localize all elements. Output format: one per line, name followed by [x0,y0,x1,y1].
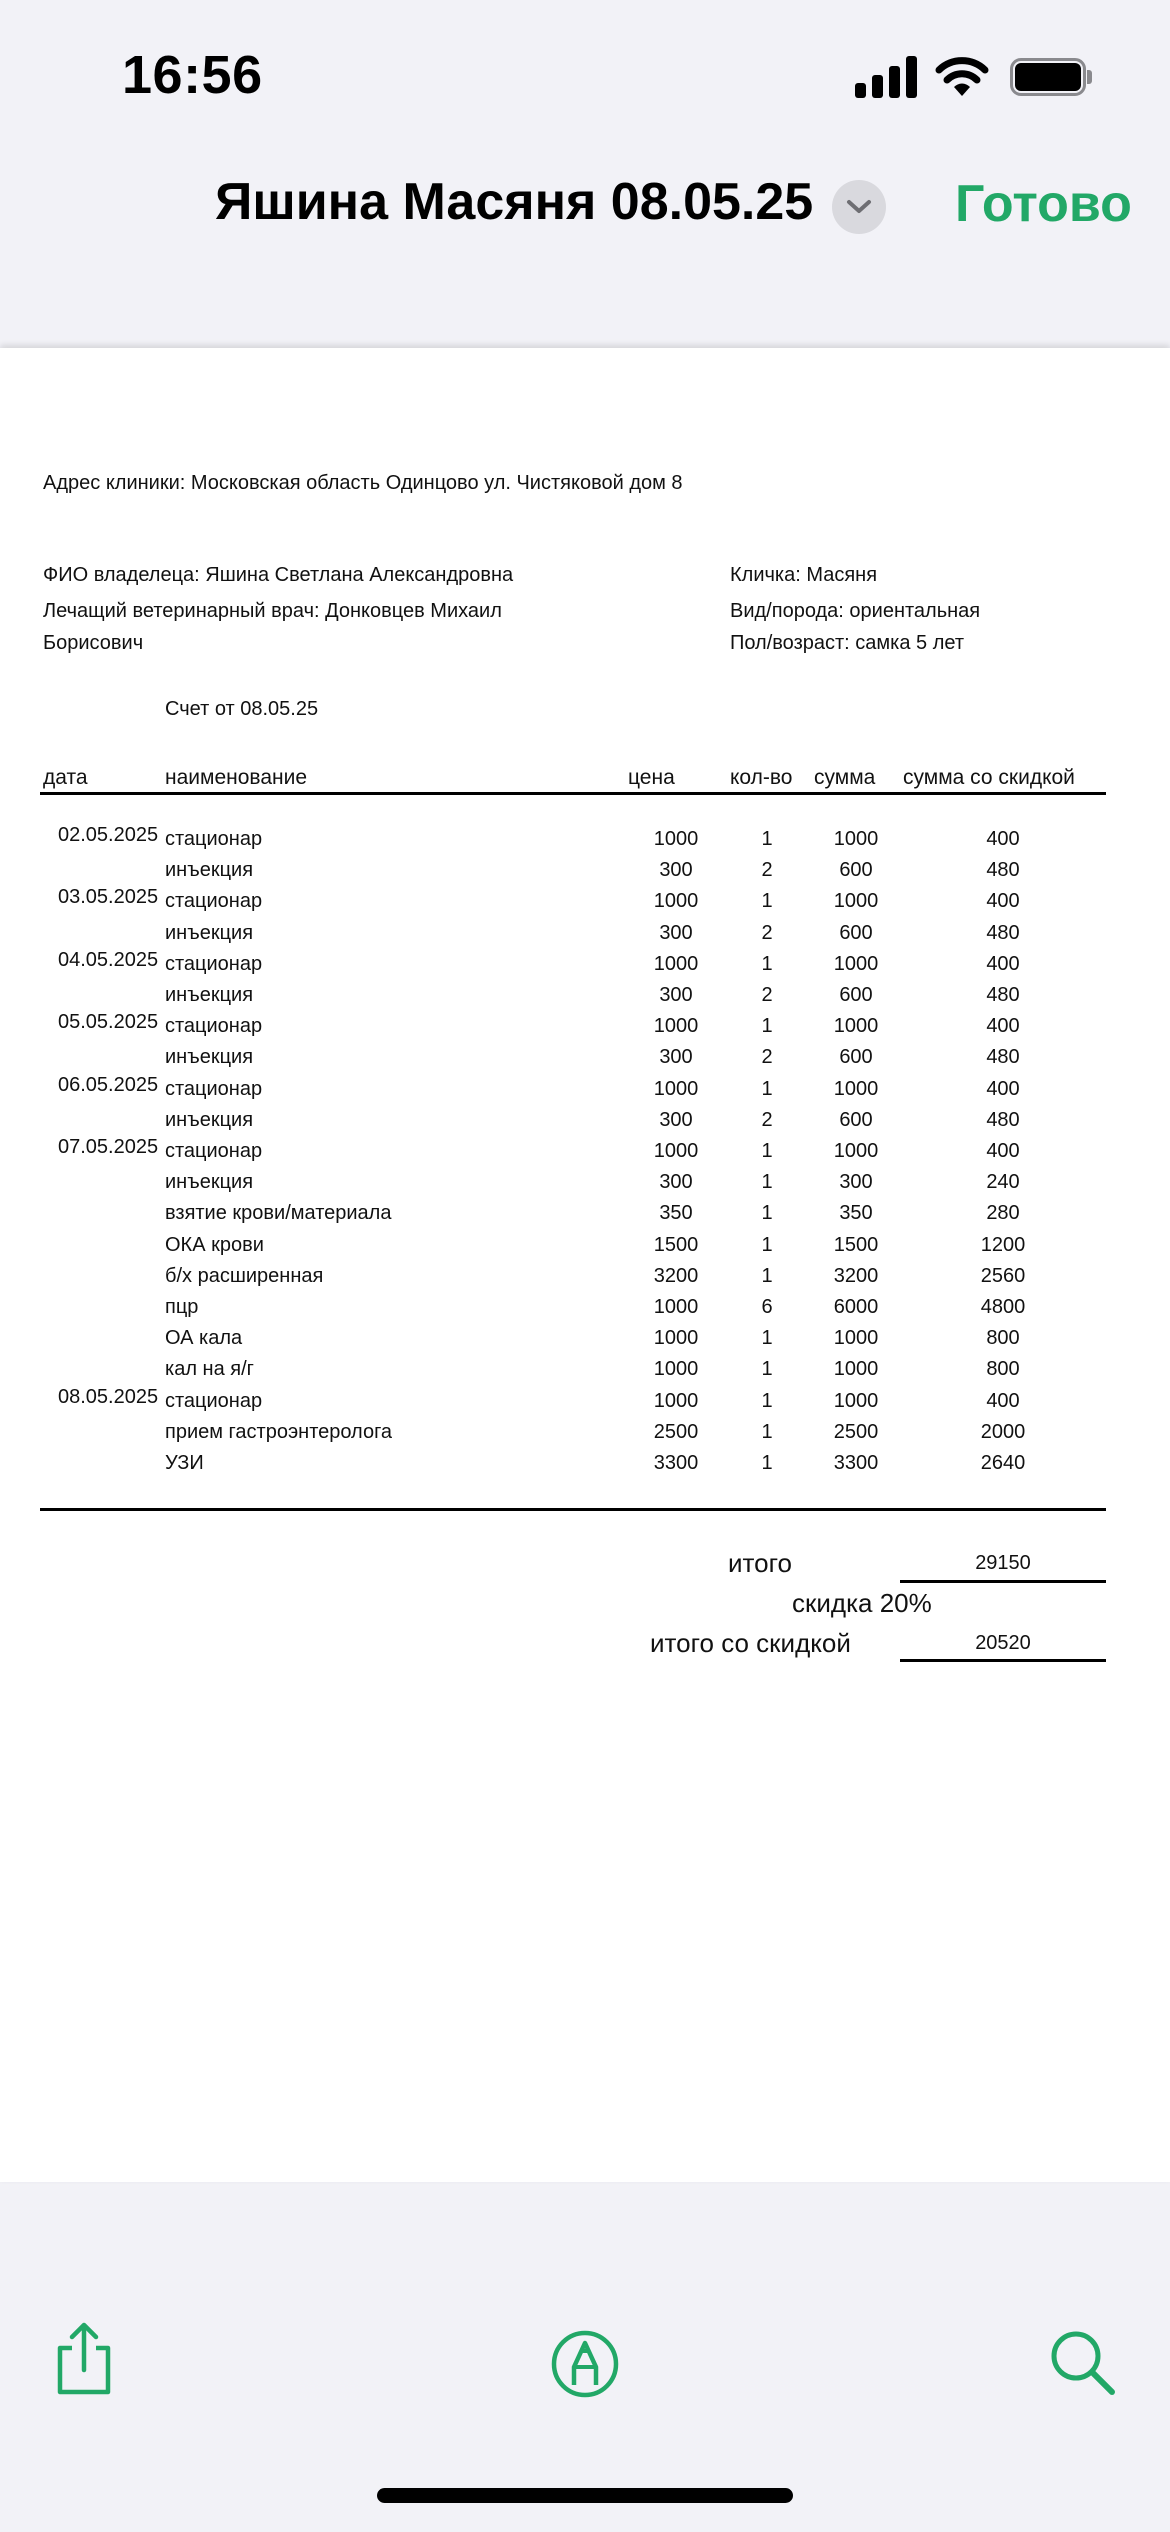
invoice-title: Счет от 08.05.25 [165,698,319,720]
cell-qty: 2 [761,859,773,882]
cellular-signal-icon [855,56,917,98]
cell-sum: 1000 [833,828,879,850]
cell-sum: 1500 [833,1233,879,1256]
cell-price: 1000 [653,952,699,975]
cell-qty: 1 [761,1140,773,1162]
cell-sum: 1000 [833,1389,879,1412]
column-header-price: цена [628,766,675,789]
cell-date: 08.05.2025 [58,1385,159,1408]
cell-price: 1000 [653,1296,699,1318]
cell-sum: 6000 [833,1296,879,1318]
cell-discounted-sum: 480 [986,859,1020,882]
chevron-down-icon [846,199,872,215]
cell-name: кал на я/г [165,1358,254,1381]
column-header-discounted-sum: сумма со скидкой [903,766,1075,789]
cell-sum: 1000 [833,1015,879,1038]
cell-sum: 1000 [833,1327,879,1350]
total-discount-label: итого со скидкой [650,1628,851,1658]
total-value: 29150 [975,1552,1031,1574]
cell-sum: 1000 [833,1077,879,1100]
cell-sum: 3300 [833,1452,879,1474]
cell-discounted-sum: 4800 [980,1296,1026,1318]
cell-date: 03.05.2025 [58,886,159,909]
cell-name: инъекция [165,1046,254,1069]
cell-price: 1000 [653,1077,699,1100]
cell-qty: 1 [761,1452,773,1474]
owner-name: ФИО владелеца: Яшина Светлана Александровна [43,564,514,586]
cell-price: 300 [659,921,693,944]
wifi-icon [935,54,989,98]
cell-discounted-sum: 400 [986,1015,1020,1038]
cell-price: 1000 [653,1140,699,1162]
pet-breed: Вид/порода: ориентальная [730,600,981,622]
cell-discounted-sum: 480 [986,921,1020,944]
cell-name: стационар [165,890,263,913]
cell-discounted-sum: 480 [986,1108,1020,1131]
cell-qty: 1 [761,1171,773,1194]
cell-name: прием гастроэнтеролога [165,1420,393,1443]
cell-name: ОА кала [165,1327,243,1350]
column-header-sum: сумма [814,766,876,789]
cell-qty: 2 [761,921,773,944]
cell-name: стационар [165,1140,263,1162]
cell-date: 06.05.2025 [58,1073,159,1096]
document-title[interactable]: Яшина Масяня 08.05.25 [215,173,814,231]
cell-price: 2500 [653,1420,699,1443]
total-label: итого [728,1548,792,1578]
total-discount-value: 20520 [975,1632,1031,1654]
cell-discounted-sum: 480 [986,984,1020,1006]
cell-sum: 1000 [833,952,879,975]
cell-name: ОКА крови [165,1233,264,1256]
cell-qty: 2 [761,984,773,1006]
cell-qty: 1 [761,1077,773,1100]
cell-sum: 1000 [833,1358,879,1381]
cell-name: инъекция [165,1108,254,1131]
cell-name: стационар [165,952,263,975]
cell-qty: 1 [761,1202,773,1225]
cell-qty: 1 [761,890,773,913]
cell-name: б/х расширенная [165,1264,324,1287]
total-discount-underline [900,1659,1106,1662]
cell-sum: 600 [839,984,873,1006]
cell-discounted-sum: 400 [986,1389,1020,1412]
cell-qty: 2 [761,1108,773,1131]
column-header-qty: кол-во [730,766,793,789]
cell-price: 350 [659,1202,693,1225]
cell-discounted-sum: 400 [986,1077,1020,1100]
cell-sum: 300 [839,1171,873,1194]
cell-name: взятие крови/материала [165,1202,392,1225]
cell-name: инъекция [165,984,254,1006]
cell-price: 1000 [653,890,699,913]
cell-discounted-sum: 800 [986,1327,1020,1350]
done-button[interactable]: Готово [955,175,1132,233]
cell-discounted-sum: 800 [986,1358,1020,1381]
cell-discounted-sum: 480 [986,1046,1020,1069]
cell-price: 1000 [653,1327,699,1350]
cell-name: стационар [165,1389,263,1412]
cell-name: стационар [165,828,263,850]
cell-name: стационар [165,1077,263,1100]
cell-sum: 600 [839,1046,873,1069]
table-bottom-rule [40,1508,1106,1511]
cell-qty: 1 [761,1015,773,1038]
cell-qty: 6 [761,1296,773,1318]
title-menu-button[interactable] [832,180,886,234]
cell-qty: 1 [761,1233,773,1256]
cell-price: 1000 [653,1358,699,1381]
cell-discounted-sum: 1200 [980,1233,1026,1256]
cell-qty: 1 [761,1358,773,1381]
cell-qty: 1 [761,952,773,975]
cell-price: 300 [659,1108,693,1131]
cell-price: 3200 [653,1264,699,1287]
battery-icon [1010,58,1092,96]
vet-name-line2: Борисович [43,632,144,654]
cell-sum: 1000 [833,890,879,913]
cell-discounted-sum: 2640 [980,1452,1026,1474]
column-header-date: дата [43,766,88,789]
cell-name: инъекция [165,921,254,944]
cell-sum: 2500 [833,1420,879,1443]
cell-sum: 600 [839,1108,873,1131]
share-icon[interactable] [52,2322,116,2398]
cell-qty: 1 [761,1264,773,1287]
cell-date: 05.05.2025 [58,1011,159,1034]
column-header-name: наименование [165,766,308,789]
cell-sum: 350 [839,1202,873,1225]
cell-sum: 600 [839,921,873,944]
cell-discounted-sum: 400 [986,890,1020,913]
markup-icon[interactable] [550,2329,620,2399]
discount-label: скидка 20% [792,1588,932,1618]
home-indicator[interactable] [377,2488,793,2503]
status-bar [0,0,1170,150]
cell-name: инъекция [165,859,254,882]
cell-discounted-sum: 400 [986,828,1020,850]
cell-name: пцр [165,1296,199,1318]
cell-price: 3300 [653,1452,699,1474]
cell-qty: 2 [761,1046,773,1069]
cell-qty: 1 [761,828,773,850]
cell-discounted-sum: 280 [986,1202,1020,1225]
cell-date: 02.05.2025 [58,824,159,846]
cell-name: стационар [165,1015,263,1038]
cell-price: 300 [659,984,693,1006]
cell-discounted-sum: 2560 [980,1264,1026,1287]
cell-price: 1000 [653,1389,699,1412]
cell-price: 300 [659,1046,693,1069]
cell-date: 04.05.2025 [58,948,159,971]
vet-name-line1: Лечащий ветеринарный врач: Донковцев Михаил [43,600,502,622]
cell-sum: 3200 [833,1264,879,1287]
total-underline [900,1580,1106,1583]
cell-qty: 1 [761,1420,773,1443]
clinic-address: Адрес клиники: Московская область Одинцово ул. Чистяковой дом 8 [43,472,683,494]
pet-name: Кличка: Масяня [730,564,878,586]
cell-discounted-sum: 240 [986,1171,1020,1194]
cell-price: 300 [659,1171,693,1194]
cell-price: 1000 [653,1015,699,1038]
cell-sum: 1000 [833,1140,879,1162]
pet-sex-age: Пол/возраст: самка 5 лет [730,632,964,654]
document-page [0,348,1170,2182]
cell-discounted-sum: 2000 [980,1420,1026,1443]
cell-price: 1500 [653,1233,699,1256]
cell-qty: 1 [761,1327,773,1350]
cell-discounted-sum: 400 [986,952,1020,975]
header-rule [40,792,1106,795]
cell-discounted-sum: 400 [986,1140,1020,1162]
cell-date: 07.05.2025 [58,1136,159,1158]
cell-name: инъекция [165,1171,254,1194]
cell-qty: 1 [761,1389,773,1412]
search-icon[interactable] [1048,2328,1118,2398]
cell-name: УЗИ [165,1452,204,1474]
cell-price: 300 [659,859,693,882]
cell-price: 1000 [653,828,699,850]
cell-sum: 600 [839,859,873,882]
status-time: 16:56 [122,45,263,105]
